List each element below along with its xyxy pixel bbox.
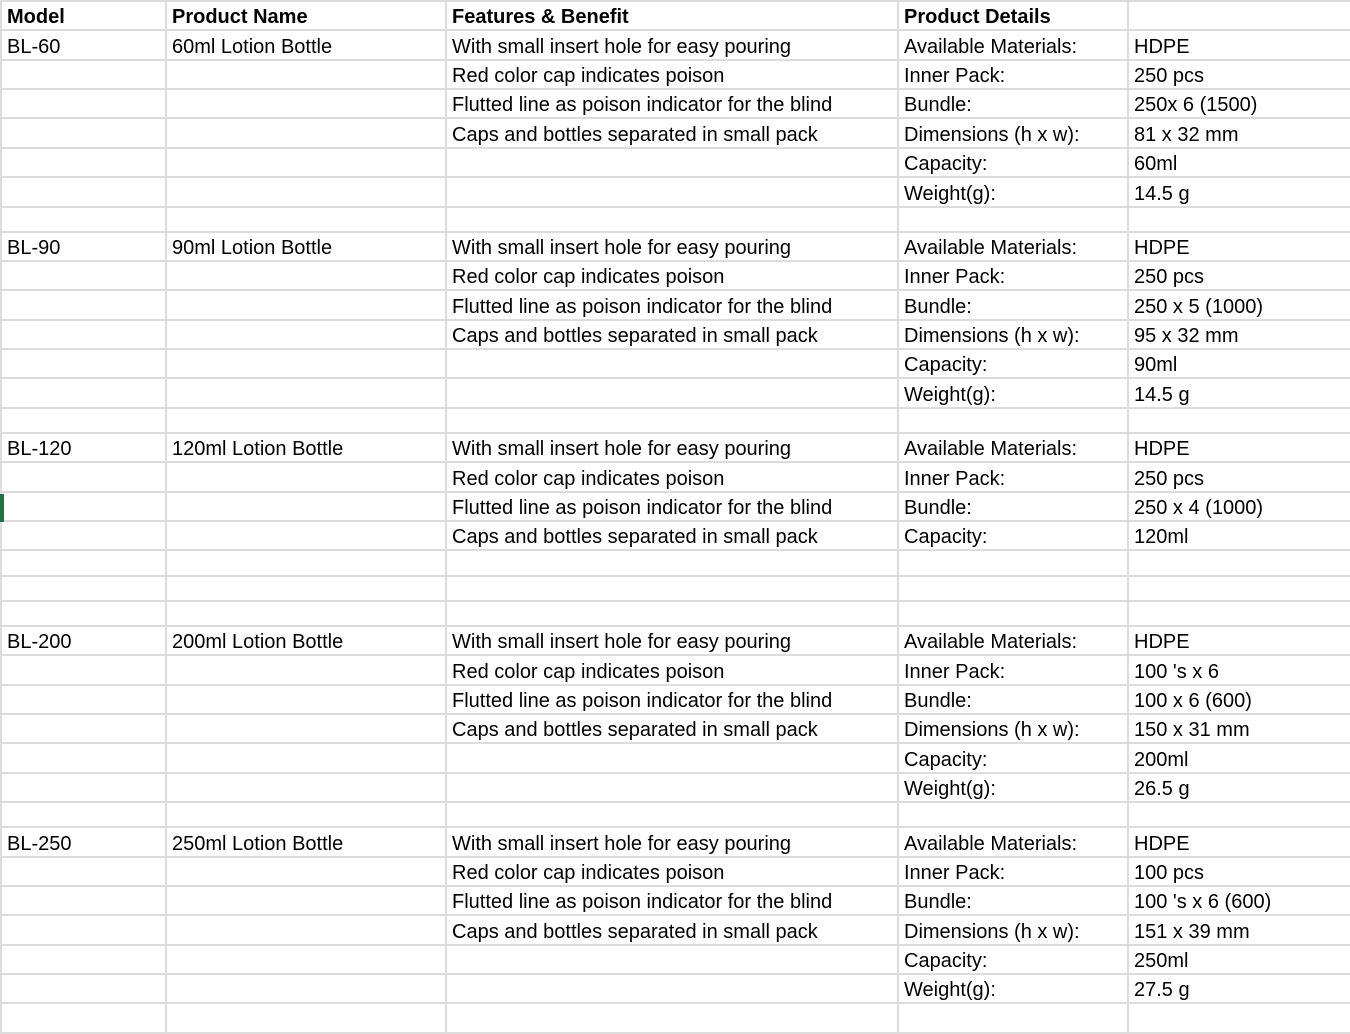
model-cell[interactable] (1, 945, 166, 974)
feature-cell[interactable]: With small insert hole for easy pouring (446, 433, 898, 462)
table-row (1, 207, 1350, 232)
feature-cell[interactable] (446, 148, 898, 177)
product-name-cell[interactable] (166, 290, 446, 319)
table-row (1, 974, 1350, 1003)
header-row (1, 1, 1350, 30)
detail-label-cell[interactable]: Weight(g): (898, 378, 1128, 407)
model-cell[interactable]: BL-120 (1, 433, 166, 462)
table-row (1, 626, 1350, 655)
header-product-name[interactable]: Product Name (166, 1, 446, 30)
detail-label-cell[interactable]: Inner Pack: (898, 655, 1128, 684)
table-row (1, 521, 1350, 550)
feature-cell[interactable] (446, 177, 898, 206)
header-product-details[interactable]: Product Details (898, 1, 1128, 30)
model-cell[interactable] (1, 576, 166, 601)
table-row (1, 773, 1350, 802)
feature-cell[interactable]: Caps and bottles separated in small pack (446, 320, 898, 349)
product-name-cell[interactable] (166, 576, 446, 601)
detail-label-cell[interactable]: Available Materials: (898, 30, 1128, 59)
detail-value-cell[interactable]: 151 x 39 mm (1128, 915, 1350, 944)
model-cell[interactable] (1, 378, 166, 407)
detail-label-cell[interactable] (898, 550, 1128, 575)
table-row (1, 30, 1350, 59)
model-cell[interactable] (1, 743, 166, 772)
product-name-cell[interactable] (166, 492, 446, 521)
detail-value-cell[interactable]: 250 pcs (1128, 60, 1350, 89)
model-cell[interactable] (1, 802, 166, 827)
detail-label-cell[interactable]: Inner Pack: (898, 857, 1128, 886)
feature-cell[interactable]: Caps and bottles separated in small pack (446, 915, 898, 944)
model-cell[interactable] (1, 886, 166, 915)
detail-label-cell[interactable] (898, 1003, 1128, 1033)
feature-cell[interactable]: With small insert hole for easy pouring (446, 30, 898, 59)
detail-label-cell[interactable]: Dimensions (h x w): (898, 915, 1128, 944)
detail-label-cell[interactable]: Weight(g): (898, 773, 1128, 802)
feature-cell[interactable] (446, 378, 898, 407)
feature-cell[interactable]: Red color cap indicates poison (446, 60, 898, 89)
table-row (1, 886, 1350, 915)
detail-label-cell[interactable]: Capacity: (898, 743, 1128, 772)
table-row (1, 148, 1350, 177)
table-row (1, 492, 1350, 521)
model-cell[interactable] (1, 349, 166, 378)
feature-cell[interactable] (446, 1003, 898, 1033)
model-cell[interactable] (1, 601, 166, 626)
detail-value-cell[interactable] (1128, 408, 1350, 433)
model-cell[interactable] (1, 685, 166, 714)
product-name-cell[interactable] (166, 261, 446, 290)
model-cell[interactable] (1, 974, 166, 1003)
product-name-cell[interactable] (166, 349, 446, 378)
detail-value-cell[interactable]: 26.5 g (1128, 773, 1350, 802)
feature-cell[interactable] (446, 601, 898, 626)
detail-label-cell[interactable] (898, 207, 1128, 232)
detail-value-cell[interactable] (1128, 1003, 1350, 1033)
model-cell[interactable] (1, 462, 166, 491)
detail-value-cell[interactable]: 95 x 32 mm (1128, 320, 1350, 349)
model-cell[interactable] (1, 915, 166, 944)
detail-value-cell[interactable]: HDPE (1128, 433, 1350, 462)
model-cell[interactable] (1, 492, 166, 521)
detail-value-cell[interactable]: 200ml (1128, 743, 1350, 772)
feature-cell[interactable]: Flutted line as poison indicator for the blind (446, 89, 898, 118)
feature-cell[interactable] (446, 743, 898, 772)
feature-cell[interactable] (446, 550, 898, 575)
table-row (1, 915, 1350, 944)
model-cell[interactable] (1, 118, 166, 147)
detail-label-cell[interactable]: Bundle: (898, 89, 1128, 118)
detail-value-cell[interactable]: 120ml (1128, 521, 1350, 550)
detail-value-cell[interactable] (1128, 601, 1350, 626)
model-cell[interactable] (1, 290, 166, 319)
detail-label-cell[interactable]: Weight(g): (898, 177, 1128, 206)
feature-cell[interactable]: With small insert hole for easy pouring (446, 827, 898, 856)
detail-value-cell[interactable] (1128, 802, 1350, 827)
model-cell[interactable] (1, 714, 166, 743)
product-name-cell[interactable] (166, 714, 446, 743)
model-cell[interactable] (1, 177, 166, 206)
detail-value-cell[interactable]: 27.5 g (1128, 974, 1350, 1003)
model-cell[interactable]: BL-90 (1, 232, 166, 261)
model-cell[interactable] (1, 408, 166, 433)
table-row (1, 685, 1350, 714)
table-row (1, 550, 1350, 575)
model-cell[interactable] (1, 207, 166, 232)
detail-value-cell[interactable]: HDPE (1128, 626, 1350, 655)
detail-label-cell[interactable]: Inner Pack: (898, 60, 1128, 89)
detail-value-cell[interactable]: 90ml (1128, 349, 1350, 378)
detail-value-cell[interactable] (1128, 550, 1350, 575)
product-name-cell[interactable] (166, 550, 446, 575)
detail-value-cell[interactable]: 250x 6 (1500) (1128, 89, 1350, 118)
table-row (1, 601, 1350, 626)
table-row (1, 945, 1350, 974)
table-row (1, 802, 1350, 827)
detail-label-cell[interactable] (898, 601, 1128, 626)
feature-cell[interactable]: Caps and bottles separated in small pack (446, 118, 898, 147)
table-row (1, 118, 1350, 147)
detail-label-cell[interactable]: Available Materials: (898, 232, 1128, 261)
detail-label-cell[interactable]: Capacity: (898, 349, 1128, 378)
product-name-cell[interactable]: 200ml Lotion Bottle (166, 626, 446, 655)
detail-label-cell[interactable]: Weight(g): (898, 974, 1128, 1003)
product-name-cell[interactable] (166, 655, 446, 684)
detail-value-cell[interactable]: HDPE (1128, 30, 1350, 59)
model-cell[interactable] (1, 550, 166, 575)
product-name-cell[interactable]: 90ml Lotion Bottle (166, 232, 446, 261)
model-cell[interactable] (1, 1003, 166, 1033)
feature-cell[interactable]: With small insert hole for easy pouring (446, 232, 898, 261)
detail-label-cell[interactable]: Inner Pack: (898, 462, 1128, 491)
table-row (1, 89, 1350, 118)
header-value[interactable] (1128, 1, 1350, 30)
feature-cell[interactable]: Red color cap indicates poison (446, 462, 898, 491)
model-cell[interactable]: BL-60 (1, 30, 166, 59)
detail-label-cell[interactable]: Inner Pack: (898, 261, 1128, 290)
header-features[interactable]: Features & Benefit (446, 1, 898, 30)
detail-value-cell[interactable]: 250ml (1128, 945, 1350, 974)
feature-cell[interactable] (446, 974, 898, 1003)
table-row (1, 177, 1350, 206)
detail-value-cell[interactable]: 60ml (1128, 148, 1350, 177)
table-row (1, 378, 1350, 407)
detail-value-cell[interactable] (1128, 576, 1350, 601)
product-name-cell[interactable] (166, 974, 446, 1003)
product-name-cell[interactable] (166, 945, 446, 974)
product-name-cell[interactable] (166, 802, 446, 827)
product-name-cell[interactable] (166, 601, 446, 626)
model-cell[interactable] (1, 655, 166, 684)
table-row (1, 232, 1350, 261)
feature-cell[interactable]: Red color cap indicates poison (446, 857, 898, 886)
detail-value-cell[interactable]: HDPE (1128, 232, 1350, 261)
table-row (1, 714, 1350, 743)
detail-value-cell[interactable]: 81 x 32 mm (1128, 118, 1350, 147)
table-row (1, 857, 1350, 886)
detail-value-cell[interactable]: 250 pcs (1128, 462, 1350, 491)
product-name-cell[interactable] (166, 743, 446, 772)
table-row (1, 433, 1350, 462)
detail-label-cell[interactable]: Bundle: (898, 492, 1128, 521)
product-name-cell[interactable] (166, 462, 446, 491)
table-row (1, 408, 1350, 433)
table-row (1, 743, 1350, 772)
feature-cell[interactable]: Flutted line as poison indicator for the blind (446, 685, 898, 714)
detail-value-cell[interactable]: 100 pcs (1128, 857, 1350, 886)
detail-label-cell[interactable]: Available Materials: (898, 626, 1128, 655)
detail-label-cell[interactable]: Bundle: (898, 290, 1128, 319)
detail-label-cell[interactable]: Capacity: (898, 148, 1128, 177)
product-name-cell[interactable] (166, 521, 446, 550)
detail-label-cell[interactable]: Bundle: (898, 886, 1128, 915)
table-row (1, 655, 1350, 684)
detail-label-cell[interactable]: Available Materials: (898, 827, 1128, 856)
detail-value-cell[interactable]: 14.5 g (1128, 177, 1350, 206)
detail-value-cell[interactable]: 250 x 4 (1000) (1128, 492, 1350, 521)
table-row (1, 827, 1350, 856)
feature-cell[interactable] (446, 207, 898, 232)
feature-cell[interactable] (446, 802, 898, 827)
detail-value-cell[interactable]: 100 x 6 (600) (1128, 685, 1350, 714)
detail-label-cell[interactable]: Available Materials: (898, 433, 1128, 462)
product-name-cell[interactable]: 60ml Lotion Bottle (166, 30, 446, 59)
product-name-cell[interactable] (166, 1003, 446, 1033)
product-name-cell[interactable]: 250ml Lotion Bottle (166, 827, 446, 856)
detail-value-cell[interactable] (1128, 207, 1350, 232)
product-name-cell[interactable] (166, 685, 446, 714)
product-name-cell[interactable] (166, 773, 446, 802)
feature-cell[interactable]: Red color cap indicates poison (446, 655, 898, 684)
model-cell[interactable] (1, 89, 166, 118)
detail-value-cell[interactable]: 100 's x 6 (1128, 655, 1350, 684)
detail-value-cell[interactable]: HDPE (1128, 827, 1350, 856)
header-model[interactable]: Model (1, 1, 166, 30)
model-cell[interactable]: BL-250 (1, 827, 166, 856)
detail-label-cell[interactable] (898, 802, 1128, 827)
product-name-cell[interactable] (166, 177, 446, 206)
feature-cell[interactable]: Flutted line as poison indicator for the blind (446, 492, 898, 521)
model-cell[interactable]: BL-200 (1, 626, 166, 655)
model-cell[interactable] (1, 320, 166, 349)
detail-value-cell[interactable]: 250 pcs (1128, 261, 1350, 290)
detail-value-cell[interactable]: 250 x 5 (1000) (1128, 290, 1350, 319)
feature-cell[interactable] (446, 349, 898, 378)
feature-cell[interactable]: With small insert hole for easy pouring (446, 626, 898, 655)
detail-label-cell[interactable]: Dimensions (h x w): (898, 118, 1128, 147)
product-name-cell[interactable] (166, 207, 446, 232)
table-row (1, 1003, 1350, 1033)
detail-label-cell[interactable] (898, 408, 1128, 433)
feature-cell[interactable] (446, 773, 898, 802)
product-name-cell[interactable] (166, 320, 446, 349)
table-row (1, 576, 1350, 601)
product-name-cell[interactable] (166, 857, 446, 886)
table-row (1, 349, 1350, 378)
model-cell[interactable] (1, 148, 166, 177)
product-name-cell[interactable]: 120ml Lotion Bottle (166, 433, 446, 462)
product-name-cell[interactable] (166, 378, 446, 407)
feature-cell[interactable]: Red color cap indicates poison (446, 261, 898, 290)
selected-row-indicator (0, 494, 4, 522)
detail-value-cell[interactable]: 14.5 g (1128, 378, 1350, 407)
feature-cell[interactable]: Caps and bottles separated in small pack (446, 714, 898, 743)
model-cell[interactable] (1, 521, 166, 550)
product-name-cell[interactable] (166, 60, 446, 89)
product-name-cell[interactable] (166, 915, 446, 944)
model-cell[interactable] (1, 857, 166, 886)
detail-label-cell[interactable]: Capacity: (898, 945, 1128, 974)
feature-cell[interactable]: Caps and bottles separated in small pack (446, 521, 898, 550)
product-name-cell[interactable] (166, 886, 446, 915)
detail-value-cell[interactable]: 150 x 31 mm (1128, 714, 1350, 743)
detail-label-cell[interactable]: Capacity: (898, 521, 1128, 550)
table-row (1, 290, 1350, 319)
table-row (1, 462, 1350, 491)
feature-cell[interactable] (446, 576, 898, 601)
feature-cell[interactable]: Flutted line as poison indicator for the blind (446, 886, 898, 915)
detail-label-cell[interactable]: Dimensions (h x w): (898, 714, 1128, 743)
model-cell[interactable] (1, 773, 166, 802)
detail-label-cell[interactable]: Bundle: (898, 685, 1128, 714)
product-name-cell[interactable] (166, 89, 446, 118)
model-cell[interactable] (1, 60, 166, 89)
table-row (1, 261, 1350, 290)
table-row (1, 320, 1350, 349)
feature-cell[interactable] (446, 408, 898, 433)
detail-label-cell[interactable]: Dimensions (h x w): (898, 320, 1128, 349)
spreadsheet-body (1, 1, 1350, 1033)
table-row (1, 60, 1350, 89)
detail-label-cell[interactable] (898, 576, 1128, 601)
product-name-cell[interactable] (166, 408, 446, 433)
model-cell[interactable] (1, 261, 166, 290)
feature-cell[interactable] (446, 945, 898, 974)
product-name-cell[interactable] (166, 148, 446, 177)
product-name-cell[interactable] (166, 118, 446, 147)
feature-cell[interactable]: Flutted line as poison indicator for the blind (446, 290, 898, 319)
detail-value-cell[interactable]: 100 's x 6 (600) (1128, 886, 1350, 915)
